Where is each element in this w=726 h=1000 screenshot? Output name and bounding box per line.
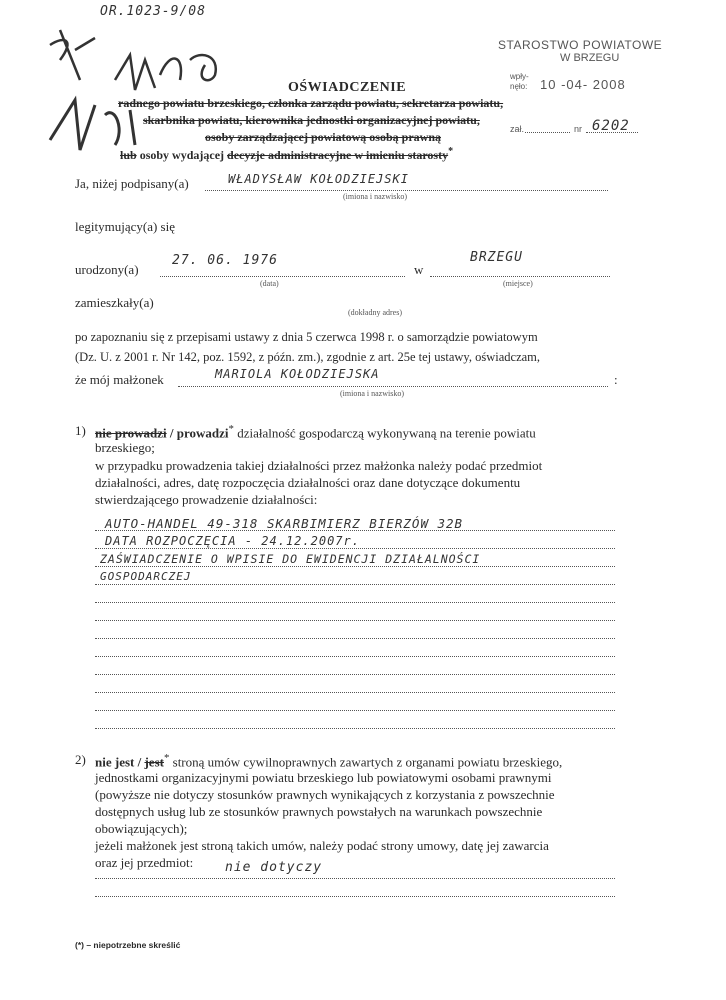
section1-line xyxy=(95,728,615,729)
spouse-value: MARIOLA KOŁODZIEJSKA xyxy=(215,367,380,381)
section2-text-line3: (powyższe nie dotyczy stosunków prawnych wynikających z korzystania z powszechnie xyxy=(95,787,555,802)
section2-text-line7: oraz jej przedmiot: xyxy=(95,855,194,870)
name-field-line xyxy=(205,190,608,191)
intro-line1: po zapoznaniu się z przepisami ustawy z dnia 5 czerwca 1998 r. o samorządzie powiatowym xyxy=(75,330,538,344)
reference-number: OR.1023-9/08 xyxy=(100,4,206,19)
section2-line xyxy=(95,896,615,897)
born-date-line xyxy=(160,276,405,277)
subtitle-line4 xyxy=(120,146,453,163)
section1-line xyxy=(95,638,615,639)
subtitle-struck-decyzje: decyzje administracyjne w imieniu starosty xyxy=(227,148,449,162)
stamp-nr-value: 6202 xyxy=(592,118,630,134)
stamp-office-line1: STAROSTWO POWIATOWE xyxy=(498,38,663,52)
section1-line xyxy=(95,674,615,675)
section1-text-line3: w przypadku prowadzenia takiej działalności przez małżonka należy podać przedmiot xyxy=(95,458,543,473)
name-label: Ja, niżej podpisany(a) xyxy=(75,176,189,191)
section2-heading xyxy=(95,752,562,770)
section2-star: * xyxy=(163,752,170,764)
section1-line xyxy=(95,548,615,549)
subtitle-line4-a: osoby wydającej xyxy=(136,148,228,162)
id-label: legitymujący(a) się xyxy=(75,219,175,234)
section1-line xyxy=(95,566,615,567)
section2-text-line6: jeżeli małżonek jest stroną takich umów, należy podać strony umowy, datę jej zawarcia xyxy=(95,838,549,853)
section1-line xyxy=(95,656,615,657)
stamp-office-line2: W BRZEGU xyxy=(560,52,620,64)
subtitle-line1: radnego powiatu brzeskiego, członka zarządu powiatu, sekretarza powiatu, xyxy=(118,96,504,110)
section1-line xyxy=(95,584,615,585)
born-place-line xyxy=(430,276,610,277)
section2-text-line2: jednostkami organizacyjnymi powiatu brzeskiego lub powiatowymi osobami prawnymi xyxy=(95,770,552,785)
section2-text-line4: dostępnych usług lub ze stosunków prawnych powstałych na warunkach powszechnie xyxy=(95,804,543,819)
stamp-date: 10 -04- 2008 xyxy=(540,77,626,92)
section1-text-line2: brzeskiego; xyxy=(95,440,155,455)
subtitle-star: * xyxy=(448,146,454,157)
stamp-attachment-line xyxy=(525,132,570,133)
section1-line xyxy=(95,620,615,621)
section1-struck: nie prowadzi xyxy=(95,425,167,441)
document-title: OŚWIADCZENIE xyxy=(288,80,407,95)
section1-line xyxy=(95,602,615,603)
section2-text-line1: stroną umów cywilnoprawnych zawartych z organami powiatu brzeskiego, xyxy=(169,754,563,770)
section2-struck: jest xyxy=(144,754,164,770)
address-label: zamieszkały(a) xyxy=(75,295,154,310)
section1-text-line1: działalność gospodarczą wykonywaną na terenie powiatu xyxy=(233,425,536,441)
section2-handwritten-line1: nie dotyczy xyxy=(225,860,323,875)
footnote: (*) – niepotrzebne skreślić xyxy=(75,940,181,950)
born-date-value: 27. 06. 1976 xyxy=(172,253,278,268)
born-label: urodzony(a) xyxy=(75,262,139,277)
section2-line xyxy=(95,878,615,879)
born-place-value: BRZEGU xyxy=(470,250,523,265)
spouse-label: że mój małżonek xyxy=(75,372,164,387)
name-value: WŁADYSŁAW KOŁODZIEJSKI xyxy=(228,172,409,186)
name-caption: (imiona i nazwisko) xyxy=(343,192,407,201)
section1-handwritten-line4: GOSPODARCZEJ xyxy=(100,570,192,583)
section1-bold: / prowadzi xyxy=(166,425,229,441)
section1-number: 1) xyxy=(75,423,86,438)
born-date-caption: (data) xyxy=(260,279,279,288)
stamp-nr-label: nr xyxy=(574,124,583,134)
section1-line xyxy=(95,692,615,693)
section1-handwritten-line2: DATA ROZPOCZĘCIA - 24.12.2007r. xyxy=(105,534,360,548)
section2-number: 2) xyxy=(75,752,86,767)
section2-text-line5: obowiązujących); xyxy=(95,821,188,836)
subtitle-struck-lub: lub xyxy=(120,148,137,162)
stamp-received-label2: nęło: xyxy=(510,82,528,91)
stamp-received-label: wpły- xyxy=(510,72,529,81)
section1-heading xyxy=(95,423,536,441)
born-place-caption: (miejsce) xyxy=(503,279,533,288)
section2-bold: nie jest / xyxy=(95,754,145,770)
spouse-caption: (imiona i nazwisko) xyxy=(340,389,404,398)
section1-text-line4: działalności, adres, datę rozpoczęcia działalności oraz dane dotyczące dokumentu xyxy=(95,475,521,490)
intro-line2: (Dz. U. z 2001 r. Nr 142, poz. 1592, z późn. zm.), zgodnie z art. 25e tej ustawy, oświadczam, xyxy=(75,350,541,364)
section1-handwritten-line3: ZAŚWIADCZENIE O WPISIE DO EWIDENCJI DZIAŁALNOŚCI xyxy=(100,552,481,566)
born-in-label: w xyxy=(414,262,424,277)
section1-text-line5: stwierdzającego prowadzenie działalności: xyxy=(95,492,318,507)
subtitle-line2: skarbnika powiatu, kierownika jednostki organizacyjnej powiatu, xyxy=(143,113,480,127)
spouse-field-line xyxy=(178,386,608,387)
stamp-attachment-label: zał. xyxy=(510,124,525,134)
subtitle-line3: osoby zarządzającej powiatową osobą prawną xyxy=(205,130,441,144)
address-caption: (dokładny adres) xyxy=(348,308,402,317)
section1-star: * xyxy=(228,423,234,435)
spouse-colon: : xyxy=(614,372,618,387)
section1-handwritten-line1: AUTO-HANDEL 49-318 SKARBIMIERZ BIERZÓW 32B xyxy=(105,516,464,531)
section1-line xyxy=(95,710,615,711)
